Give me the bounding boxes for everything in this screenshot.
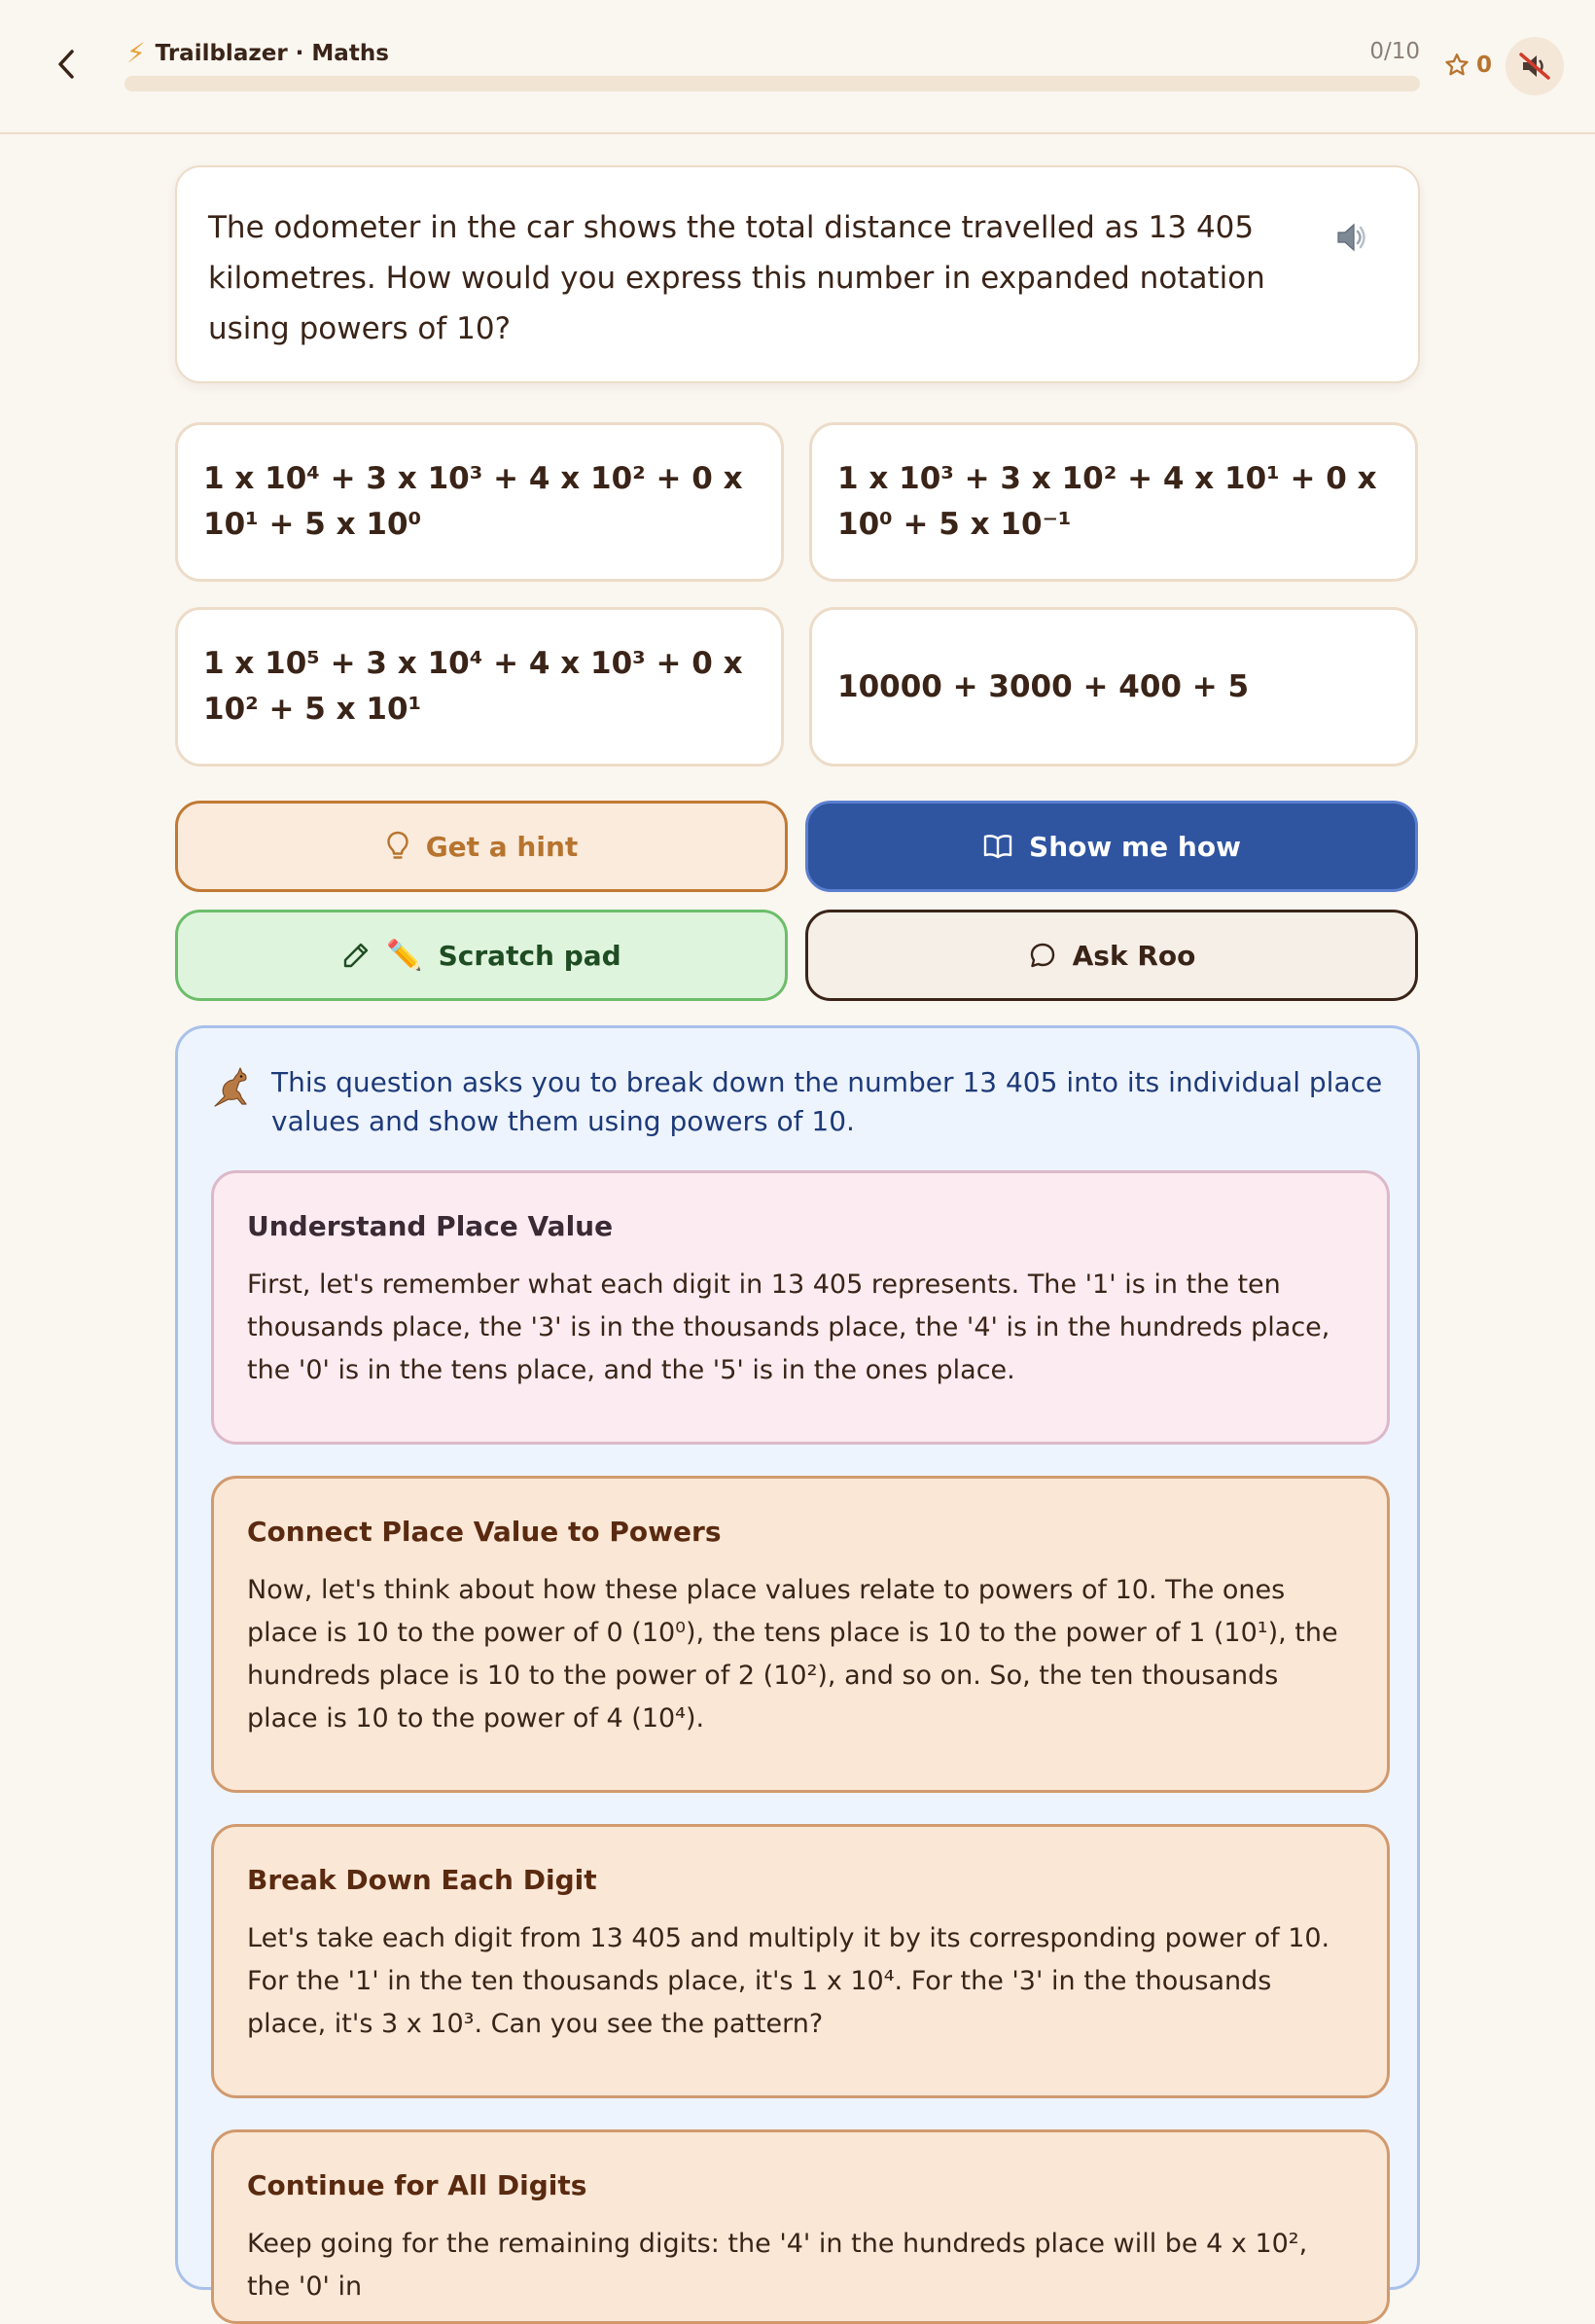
step-body: Now, let's think about how these place values relate to powers of 10. The ones place is 10 to the power of 0 (10⁰), the tens place is 10 to the power of 1 (10¹), the hundreds place is 10 to the power of 2 (10²), and so on. So, the ten thousands place is 10 to the power of 4 (10⁴). (247, 1575, 1338, 1734)
back-button[interactable] (45, 43, 88, 86)
get-hint-label: Get a hint (425, 830, 579, 863)
step-body: Keep going for the remaining digits: the '4' in the hundreds place will be 4 x 10², the '0' in (247, 2229, 1308, 2302)
step-card (211, 2129, 1390, 2324)
course-title (126, 37, 389, 70)
kangaroo-icon (209, 1065, 254, 1110)
answer-option-3[interactable]: 1 x 10⁵ + 3 x 10⁴ + 4 x 10³ + 0 x 10² + 5 x 10¹ (175, 607, 784, 767)
speaker-muted-icon (1517, 49, 1552, 84)
open-book-icon (982, 833, 1013, 860)
step-card (211, 1170, 1390, 1445)
read-aloud-button[interactable] (1329, 214, 1375, 261)
answer-option-4[interactable]: 10000 + 3000 + 400 + 5 (809, 607, 1418, 767)
step-title: Understand Place Value (247, 1210, 614, 1242)
stars-counter (1443, 49, 1492, 82)
show-me-how-button[interactable] (805, 801, 1418, 892)
pencil-emoji-icon: ✏️ (386, 938, 423, 973)
chat-bubble-icon (1028, 941, 1057, 970)
scratch-pad-label: Scratch pad (438, 939, 621, 972)
speaker-icon (1332, 218, 1371, 257)
lightning-icon: ⚡ (126, 37, 146, 69)
answer-option-2[interactable]: 1 x 10³ + 3 x 10² + 4 x 10¹ + 0 x 10⁰ + 5 x 10⁻¹ (809, 422, 1418, 582)
stars-count: 0 (1476, 53, 1493, 78)
question-text: The odometer in the car shows the total distance travelled as 13 405 kilometres. How would you express this number in expanded notation using powers of 10? (208, 210, 1265, 346)
sound-toggle-button[interactable] (1506, 37, 1564, 95)
step-title: Continue for All Digits (247, 2169, 587, 2201)
explanation-panel (175, 1025, 1420, 2302)
lightbulb-icon (385, 830, 410, 863)
question-card (175, 165, 1420, 383)
get-hint-button[interactable] (175, 801, 788, 892)
step-card (211, 1476, 1390, 1793)
star-icon (1443, 52, 1471, 79)
explanation-intro-text: This question asks you to break down the number 13 405 into its individual place values and show them using powers of 10. (271, 1066, 1383, 1137)
step-body: First, let's remember what each digit in 13 405 represents. The '1' is in the ten thousands place, the '3' is in the thousands place, the '4' is in the hundreds place, the '0' is in the tens place, and the '5' is in the ones place. (247, 1269, 1330, 1385)
answer-option-1[interactable]: 1 x 10⁴ + 3 x 10³ + 4 x 10² + 0 x 10¹ + 5 x 10⁰ (175, 422, 784, 582)
pencil-outline-icon (341, 941, 371, 970)
scratch-pad-button[interactable] (175, 910, 788, 1001)
step-title: Connect Place Value to Powers (247, 1516, 722, 1548)
chevron-left-icon (55, 49, 77, 80)
course-label: Trailblazer · Maths (155, 41, 389, 66)
show-me-how-label: Show me how (1029, 830, 1241, 863)
step-card (211, 1824, 1390, 2098)
progress-count: 0/10 (1369, 39, 1420, 64)
step-title: Break Down Each Digit (247, 1864, 597, 1896)
ask-roo-label: Ask Roo (1072, 939, 1196, 972)
top-bar (0, 0, 1595, 134)
explanation-intro (209, 1063, 1396, 1141)
ask-roo-button[interactable] (805, 910, 1418, 1001)
step-body: Let's take each digit from 13 405 and multiply it by its corresponding power of 10. For the '1' in the ten thousands place, it's 1 x 10⁴. For the '3' in the thousands place, it's 3 x 10³. Can you see the pattern? (247, 1923, 1330, 2039)
progress-bar (124, 76, 1420, 91)
